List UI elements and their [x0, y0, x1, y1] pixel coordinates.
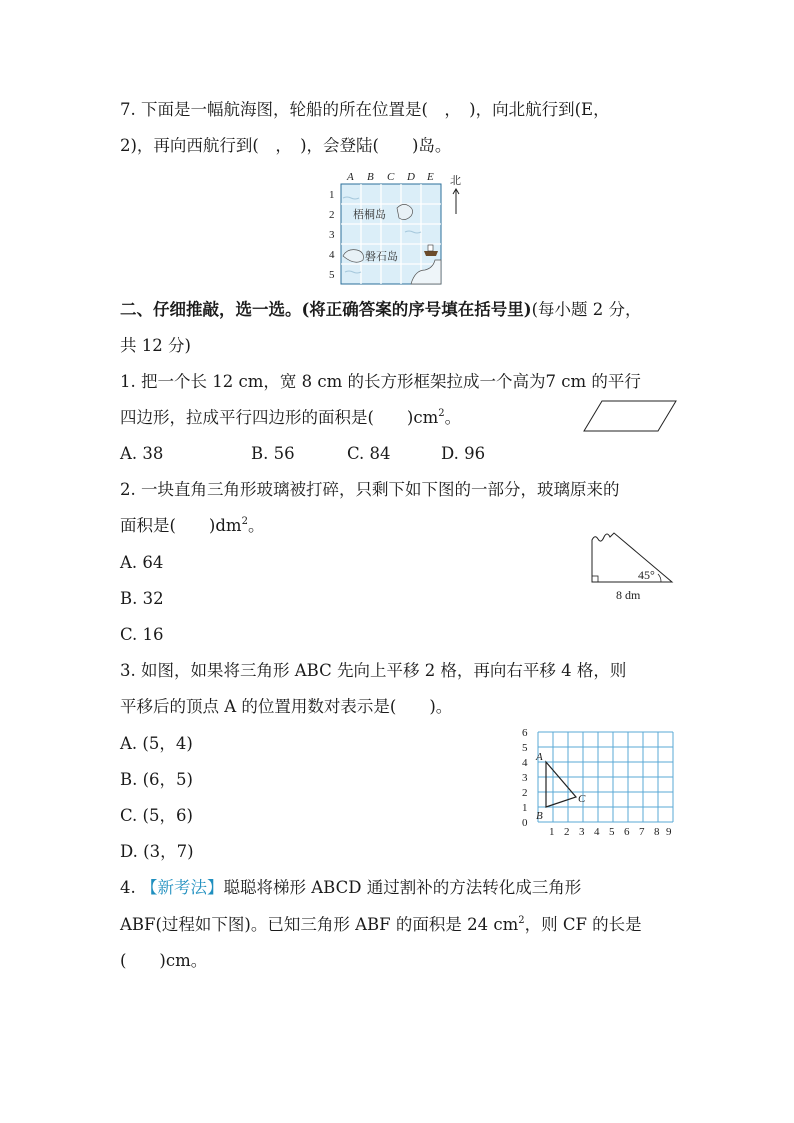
q3-option-d[interactable]: D. (3，7)	[120, 842, 194, 861]
vertex-c-label: C	[578, 793, 586, 805]
q3-line1: 3. 如图，如果将三角形 ABC 先向上平移 2 格，再向右平移 4 格，则	[120, 661, 627, 680]
q1-option-d[interactable]: D. 96	[441, 444, 486, 463]
q2-option-a[interactable]: A. 64	[120, 553, 164, 572]
vertex-b-label: B	[536, 810, 543, 822]
parallelogram-figure	[582, 398, 678, 436]
q2-line1: 2. 一块直角三角形玻璃被打碎，只剩下如下图的一部分，玻璃原来的	[120, 480, 620, 499]
col-label-d: D	[407, 171, 415, 183]
triangle-abc	[546, 762, 576, 807]
section2-title	[120, 298, 642, 322]
q4-line2-end: ，则 CF 的长是	[524, 915, 642, 934]
q1-option-a[interactable]: A. 38	[120, 444, 164, 463]
x-tick-5: 5	[609, 826, 615, 838]
q3-option-c[interactable]: C. (5，6)	[120, 806, 193, 825]
x-tick-9: 9	[666, 826, 672, 838]
x-tick-7: 7	[639, 826, 645, 838]
y-tick-4: 4	[522, 757, 528, 769]
row-label-4: 4	[329, 249, 335, 261]
q4-line2-text: ABF(过程如下图)。已知三角形 ABF 的面积是 24 cm	[120, 915, 519, 934]
q1-line2-end: 。	[444, 408, 462, 427]
q1-line1: 1. 把一个长 12 cm，宽 8 cm 的长方形框架拉成一个高为7 cm 的平行	[120, 372, 641, 391]
y-tick-6: 6	[522, 727, 528, 739]
row-label-2: 2	[329, 209, 335, 221]
vertex-a-label: A	[536, 751, 543, 763]
section2-title-rest: (每小题 2 分，	[531, 300, 642, 319]
x-tick-4: 4	[594, 826, 600, 838]
x-tick-2: 2	[564, 826, 570, 838]
broken-triangle-figure	[580, 526, 680, 604]
q1-line2-text: 四边形，拉成平行四边形的面积是( )cm	[120, 408, 439, 427]
q1-sup: 2	[438, 408, 445, 419]
q1-option-c[interactable]: C. 84	[347, 444, 391, 463]
q3-option-b[interactable]: B. (6，5)	[120, 770, 193, 789]
q4-line1-text: 聪聪将梯形 ABCD 通过割补的方法转化成三角形	[223, 878, 582, 897]
island1-label: 梧桐岛	[353, 209, 386, 221]
north-arrow-icon	[453, 189, 459, 214]
y-tick-1: 1	[522, 802, 528, 814]
x-tick-6: 6	[624, 826, 630, 838]
q2-line2-end: 。	[247, 516, 265, 535]
x-tick-3: 3	[579, 826, 585, 838]
q2-option-c[interactable]: C. 16	[120, 625, 164, 644]
q4-number: 4.	[120, 878, 141, 897]
col-label-a: A	[347, 171, 354, 183]
coordinate-grid-figure	[516, 722, 676, 838]
q1-line2	[120, 406, 461, 430]
nautical-map	[325, 168, 475, 286]
north-label: 北	[450, 175, 461, 187]
q3-option-a[interactable]: A. (5，4)	[120, 734, 193, 753]
base-label: 8 dm	[616, 588, 641, 602]
q2-line2-text: 面积是( )dm	[120, 516, 242, 535]
section2-title-line2: 共 12 分)	[120, 336, 191, 355]
col-label-e: E	[427, 171, 434, 183]
q7-line2: 2)，再向西航行到( ， )，会登陆( )岛。	[120, 136, 452, 155]
angle-label: 45°	[638, 568, 655, 582]
row-label-1: 1	[329, 189, 335, 201]
new-method-tag: 【新考法】	[141, 878, 224, 897]
q4-line1	[120, 876, 581, 900]
row-label-5: 5	[329, 269, 335, 281]
x-tick-8: 8	[654, 826, 660, 838]
q2-line2	[120, 514, 264, 538]
q1-option-b[interactable]: B. 56	[251, 444, 295, 463]
x-tick-1: 1	[549, 826, 555, 838]
q2-option-b[interactable]: B. 32	[120, 589, 164, 608]
col-label-c: C	[387, 171, 395, 183]
col-label-b: B	[367, 171, 374, 183]
y-tick-2: 2	[522, 787, 528, 799]
q7-line1: 7. 下面是一幅航海图，轮船的所在位置是( ， )，向北航行到(E，	[120, 100, 610, 119]
q4-line2	[120, 913, 642, 937]
q3-line2: 平移后的顶点 A 的位置用数对表示是( )。	[120, 697, 453, 716]
section2-title-bold: 二、仔细推敲，选一选。(将正确答案的序号填在括号里)	[120, 300, 532, 319]
y-tick-3: 3	[522, 772, 528, 784]
y-tick-5: 5	[522, 742, 528, 754]
q4-line3: ( )cm。	[120, 951, 208, 970]
island2-label: 磐石岛	[365, 251, 398, 263]
q2-sup: 2	[241, 516, 248, 527]
q4-sup: 2	[518, 915, 525, 926]
row-label-3: 3	[329, 229, 335, 241]
y-tick-0: 0	[522, 817, 528, 829]
